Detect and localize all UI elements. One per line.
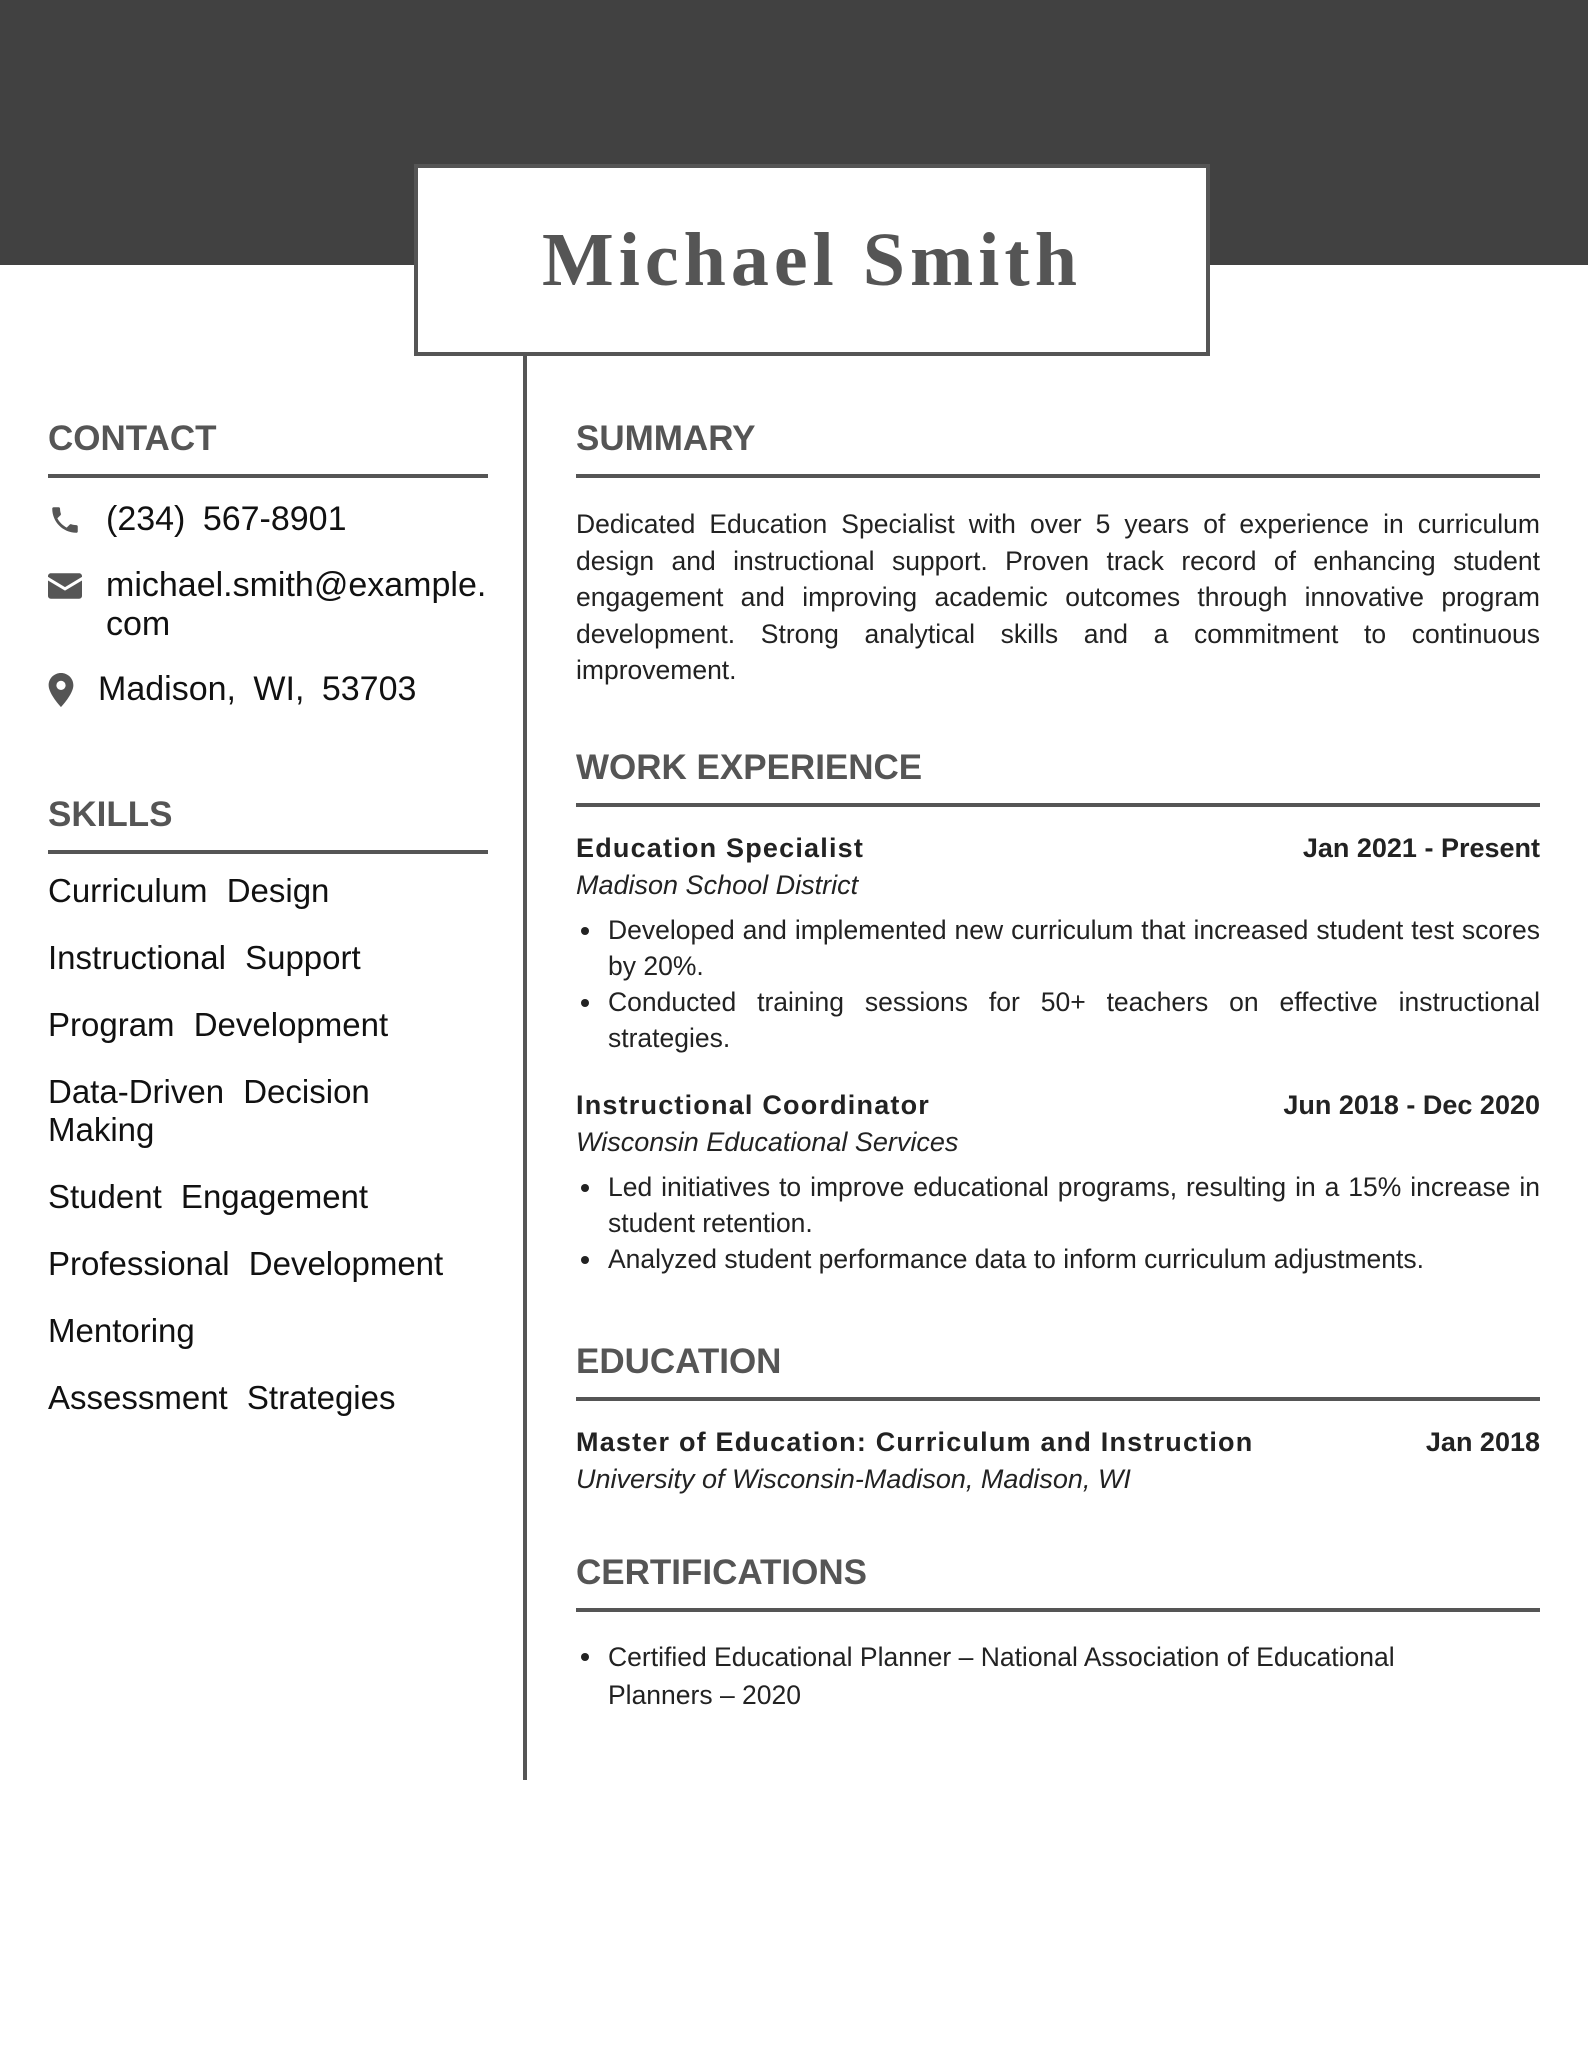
job-dates: Jun 2018 - Dec 2020 bbox=[1283, 1089, 1540, 1120]
education-date: Jan 2018 bbox=[1425, 1426, 1540, 1457]
certifications-section bbox=[576, 1550, 1540, 1714]
job-bullets bbox=[576, 1169, 1540, 1277]
education-section bbox=[576, 1339, 1540, 1496]
job-bullet: Analyzed student performance data to inform curriculum adjustments. bbox=[576, 1241, 1540, 1277]
contact-title: CONTACT bbox=[48, 419, 217, 458]
job-bullet: Conducted training sessions for 50+ teachers on effective instructional strategies. bbox=[576, 984, 1540, 1056]
school: University of Wisconsin-Madison, Madison, WI bbox=[576, 1463, 1131, 1494]
section-rule bbox=[576, 803, 1540, 807]
location-text: Madison, WI, 53703 bbox=[98, 670, 417, 708]
section-rule bbox=[576, 1397, 1540, 1401]
contact-phone bbox=[48, 500, 488, 540]
envelope-icon bbox=[48, 566, 106, 606]
experience-title: WORK EXPERIENCE bbox=[576, 747, 923, 787]
skills-list bbox=[48, 872, 488, 1417]
degree: Master of Education: Curriculum and Instruction bbox=[576, 1426, 1254, 1457]
skill-item: Program Development bbox=[48, 1006, 389, 1043]
experience-section bbox=[576, 745, 1540, 1277]
email-text: michael.smith@example.com bbox=[106, 566, 487, 643]
job-title: Instructional Coordinator bbox=[576, 1089, 930, 1120]
skills-section bbox=[48, 792, 488, 1417]
job-title: Education Specialist bbox=[576, 832, 865, 863]
contact-email bbox=[48, 566, 488, 644]
certifications-list bbox=[576, 1638, 1456, 1714]
skill-item: Instructional Support bbox=[48, 939, 361, 976]
summary-section bbox=[576, 416, 1540, 689]
certification-item: Certified Educational Planner – National Association of Educational Planners – 2020 bbox=[576, 1638, 1456, 1714]
job-entry bbox=[576, 1090, 1540, 1277]
job-bullets bbox=[576, 912, 1540, 1056]
education-title: EDUCATION bbox=[576, 1341, 782, 1381]
skills-title: SKILLS bbox=[48, 795, 173, 834]
left-column bbox=[48, 416, 488, 1446]
column-divider bbox=[523, 356, 527, 1780]
location-pin-icon bbox=[48, 670, 98, 710]
education-header bbox=[576, 1427, 1540, 1458]
name-box bbox=[414, 164, 1210, 356]
contact-section bbox=[48, 416, 488, 710]
right-column bbox=[576, 416, 1540, 1714]
job-dates: Jan 2021 - Present bbox=[1302, 832, 1540, 863]
skill-item: Curriculum Design bbox=[48, 872, 330, 909]
job-entry bbox=[576, 833, 1540, 1056]
section-rule bbox=[576, 474, 1540, 478]
section-rule bbox=[576, 1608, 1540, 1612]
job-bullet: Led initiatives to improve educational programs, resulting in a 15% increase in student retention. bbox=[576, 1169, 1540, 1241]
job-organization: Madison School District bbox=[576, 869, 859, 900]
job-bullet: Developed and implemented new curriculum that increased student test scores by 20%. bbox=[576, 912, 1540, 984]
skill-item: Data-Driven Decision Making bbox=[48, 1073, 370, 1148]
phone-text: (234) 567-8901 bbox=[106, 500, 347, 538]
summary-title: SUMMARY bbox=[576, 419, 756, 458]
contact-location bbox=[48, 670, 488, 710]
section-rule bbox=[48, 474, 488, 478]
skill-item: Professional Development bbox=[48, 1245, 444, 1282]
skill-item: Student Engagement bbox=[48, 1178, 369, 1215]
summary-text: Dedicated Education Specialist with over 5 years of experience in curriculum design and instructional support. Proven track record of enhancing student engagement and improving academic outcomes through innovative program development. Strong analytical skills and a commitment to continuous improvement. bbox=[576, 509, 1540, 685]
skill-item: Mentoring bbox=[48, 1312, 195, 1349]
section-rule bbox=[48, 850, 488, 854]
job-header bbox=[576, 1090, 1540, 1121]
candidate-name: Michael Smith bbox=[542, 217, 1082, 302]
job-organization: Wisconsin Educational Services bbox=[576, 1126, 959, 1157]
certifications-title: CERTIFICATIONS bbox=[576, 1552, 868, 1592]
skill-item: Assessment Strategies bbox=[48, 1379, 396, 1416]
job-header bbox=[576, 833, 1540, 864]
phone-icon bbox=[48, 500, 106, 540]
